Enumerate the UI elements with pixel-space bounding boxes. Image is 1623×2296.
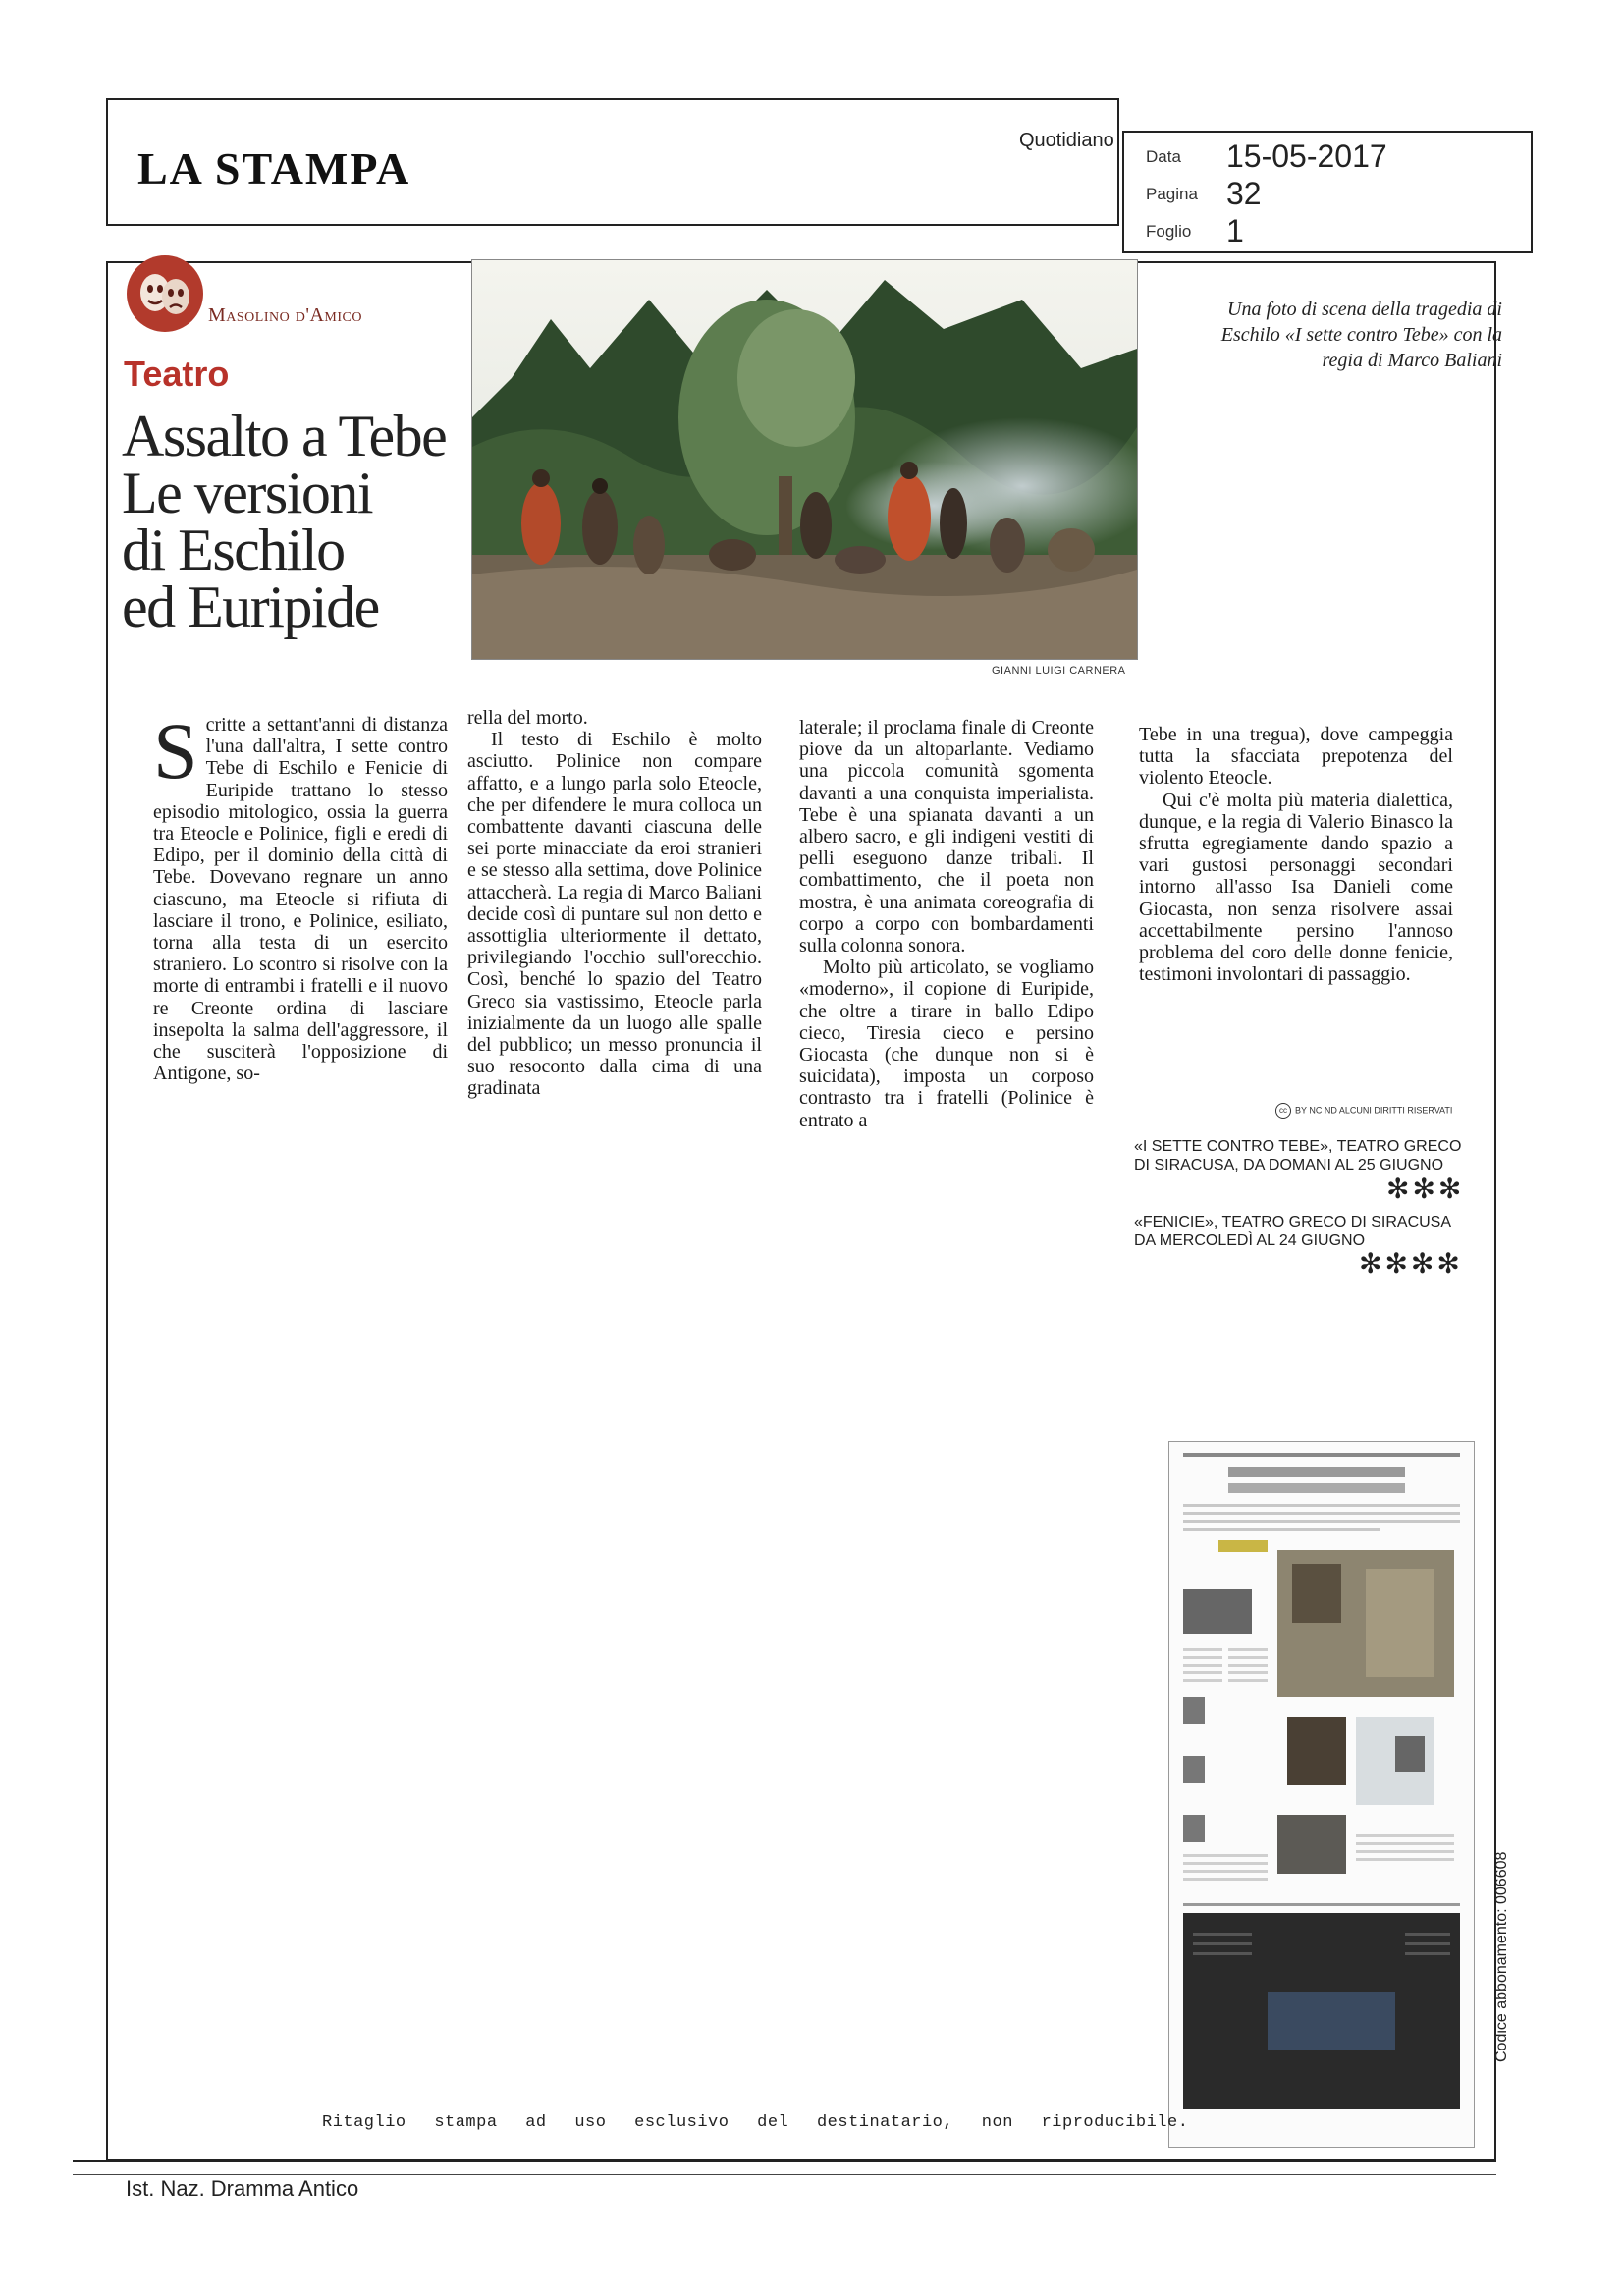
headline-line: ed Euripide	[122, 574, 379, 639]
headline-line: Assalto a Tebe	[122, 404, 447, 468]
paragraph: Qui c'è molta più materia dialettica, dunque, e la regia di Valerio Binasco la sfrutta egregiamente dando spazio a vari gustosi personaggi secondari intorno all'asso Isa Danieli come Giocasta, non senza risolvere assai accettabilmente persino l'annoso problema del coro delle donne fenicie, testimoni involontari di passaggio.	[1139, 789, 1453, 986]
photo-credit: GIANNI LUIGI CARNERA	[992, 665, 1126, 677]
column-1-text: critte a settant'anni di distanza l'una dall'altra, I sette contro Tebe di Eschilo e Fenicie di Euripide trattano lo stesso episodio mitologico, ossia la guerra tra Eteocle e Polinice, figli e eredi di Edipo, per il dominio della città di Tebe. Dovevano regnare un anno ciascuno, ma Eteocle si rifiuta di lasciare il trono, e Polinice, esiliato, torna alla testa di un esercito straniero. Lo scontro si risolve con la morte di entrambi i fratelli e il nuovo re Creonte ordina di lasciare insepolta la salma dell'aggressore, il che susciterà l'opposizione di Antigone, so-	[153, 714, 448, 1085]
show-info: «I SETTE CONTRO TEBE», TEATRO GRECO DI SIRACUSA, DA DOMANI AL 25 GIUGNO	[1134, 1138, 1462, 1174]
article-column-3	[799, 717, 1094, 1131]
paragraph: Tebe in una tregua), dove campeggia tutta la sfacciata prepotenza del violento Eteocle.	[1139, 724, 1453, 790]
section-label: Teatro	[124, 354, 230, 394]
headline-line: Le versioni	[122, 461, 373, 525]
page-thumbnail	[1168, 1441, 1475, 2148]
info-row-foglio: Foglio 1	[1146, 213, 1244, 248]
article-column-2	[467, 707, 762, 1100]
info-row-pagina: Pagina 32	[1146, 176, 1262, 211]
info-box	[1122, 131, 1533, 253]
source-label: Ist. Naz. Dramma Antico	[126, 2176, 359, 2201]
paragraph: rella del morto.	[467, 707, 588, 729]
headline-line: di Eschilo	[122, 518, 345, 582]
paragraph: laterale; il proclama finale di Creonte piove da un altoparlante. Vediamo una piccola comunità sgomenta davanti a una conquista imperialista. Tebe è una spianata davanti a un albero sacro, e gli indigeni vestiti di pelli eseguono danze tribali. Il combattimento, che il poeta non mostra, è una animata coreografia di corpo a corpo con bombardamenti sulla colonna sonora.	[799, 717, 1094, 957]
stage-photo	[471, 259, 1138, 660]
paragraph: Molto più articolato, se vogliamo «moderno», il copione di Euripide, che oltre a tirare in ballo Edipo cieco, Tiresia cieco e persino Giocasta (che dunque non si è suicidata), imposta un corposo contrasto tra i fratelli (Polinice è entrato a	[799, 957, 1094, 1131]
article-column-1	[153, 706, 448, 1085]
show-info: «FENICIE», TEATRO GRECO DI SIRACUSA DA MERCOLEDÌ AL 24 GIUGNO	[1134, 1214, 1451, 1249]
creative-commons-icon: cc	[1275, 1103, 1291, 1119]
masthead: LA STAMPA	[137, 143, 411, 193]
byline: Masolino d'Amico	[208, 304, 362, 326]
info-row-data: Data 15-05-2017	[1146, 138, 1387, 174]
photo-caption: Una foto di scena della tragedia di Eschilo «I sette contro Tebe» con la regia di Marco Baliani	[1220, 299, 1502, 371]
article-column-4	[1139, 724, 1453, 985]
clipping-notice: Ritaglio stampa ad uso esclusivo del destinatario, non riproducibile.	[322, 2113, 1189, 2132]
rating-stars: ✻✻✻✻	[1359, 1247, 1463, 1280]
drop-cap: S	[153, 706, 198, 795]
copyright-text: BY NC ND ALCUNI DIRITTI RISERVATI	[1295, 1105, 1453, 1116]
publication-type: Quotidiano	[1019, 130, 1114, 151]
paragraph: Il testo di Eschilo è molto asciutto. Polinice non compare affatto, e a lungo parla solo Eteocle, che per difendere le mura colloca un combattente davanti ciascuna delle sei porte minacciate da eroi stranieri e se stesso alla settima, dove Polinice attaccherà. La regia di Marco Baliani decide così di puntare sul non detto e assottiglia ulteriormente il dettato, privilegiando l'occhio sull'orecchio. Così, benché lo spazio del Teatro Greco sia vastissimo, Eteocle parla inizialmente da un luogo alle spalle del pubblico; un messo pronuncia il suo resoconto dalla cima di una gradinata	[467, 729, 762, 1100]
theater-masks-icon	[125, 253, 205, 334]
rating-stars: ✻✻✻	[1386, 1173, 1465, 1205]
headline	[122, 404, 475, 639]
frame-bottom-line-2	[73, 2174, 1496, 2175]
frame-bottom-line	[73, 2160, 1496, 2162]
copyright-notice	[1275, 1103, 1452, 1119]
